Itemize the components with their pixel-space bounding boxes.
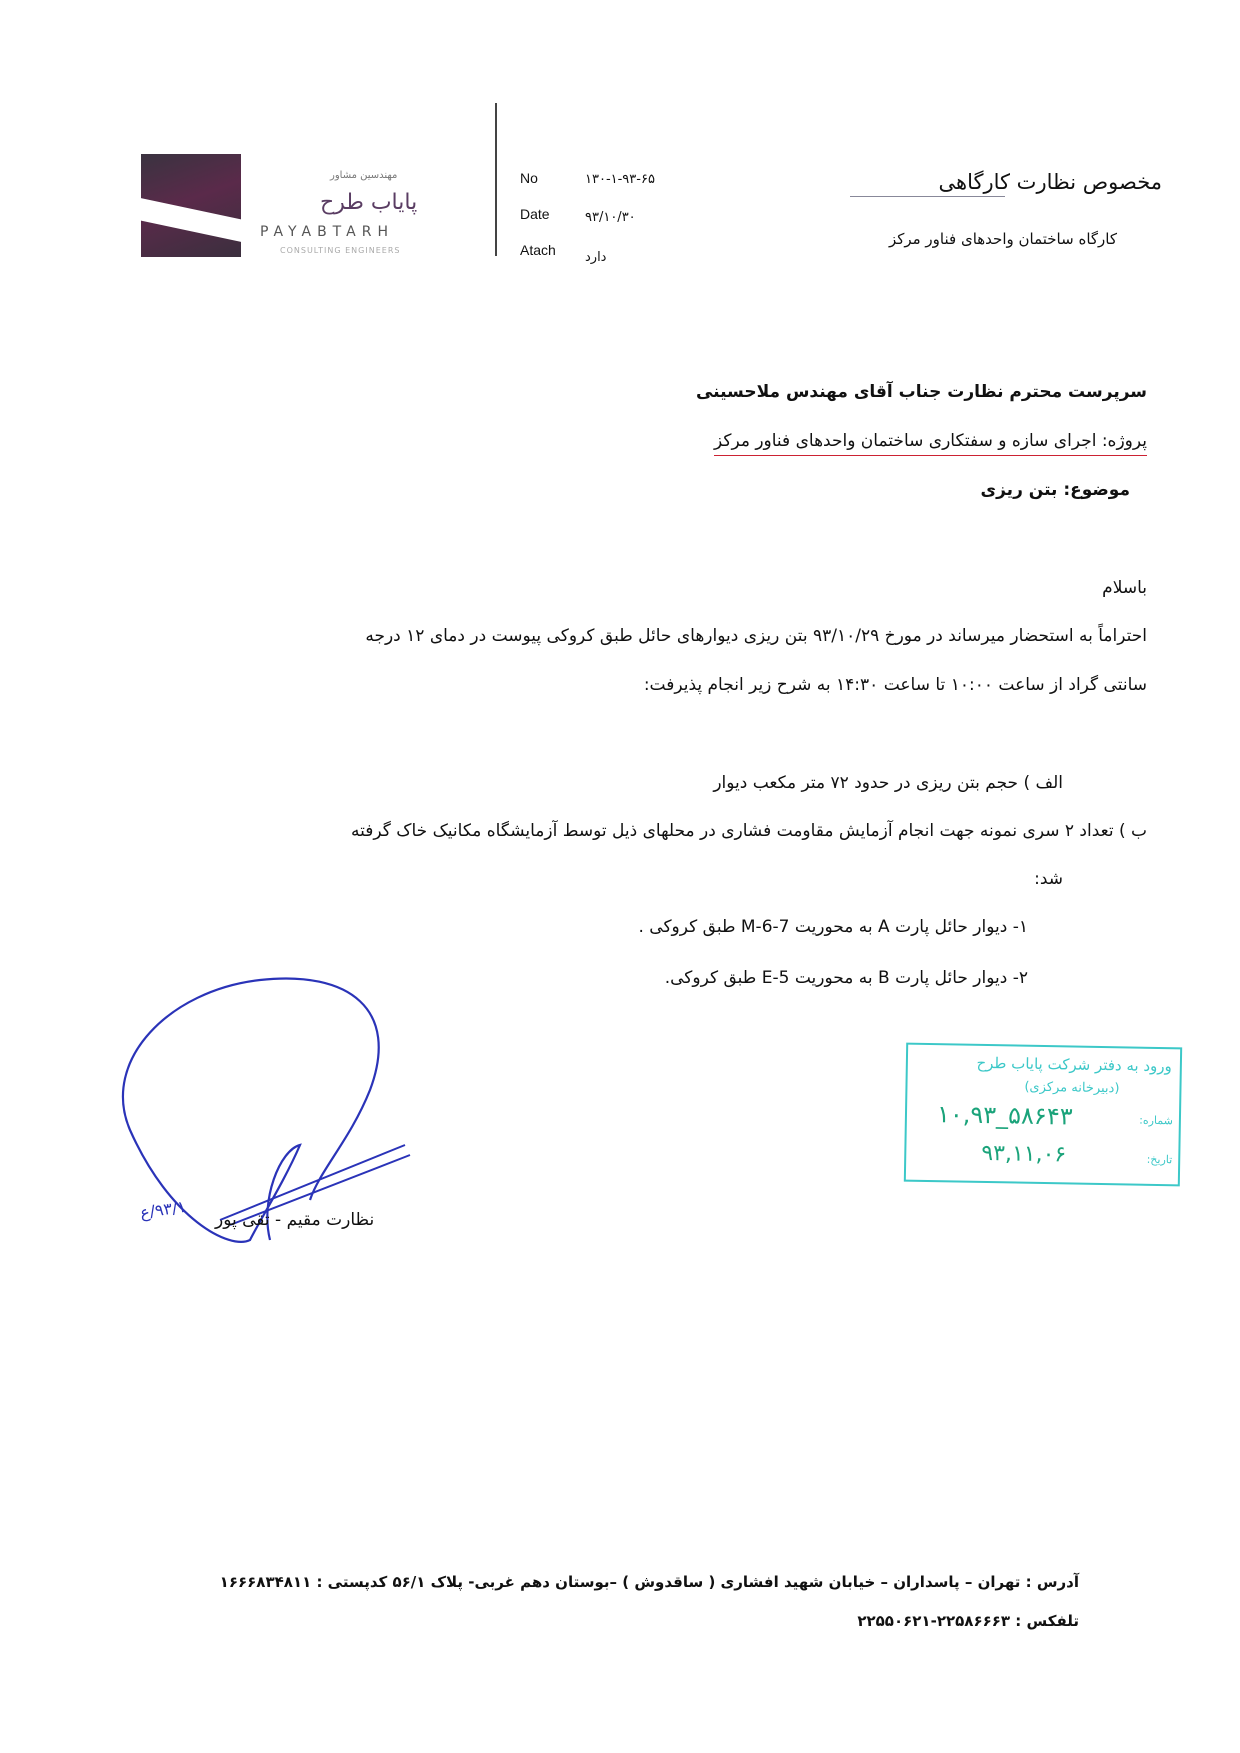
sub-item-1: ۱- دیوار حائل پارت A به محوریت M-6-7 طبق کروکی . bbox=[638, 917, 1028, 937]
logo-subtitle: مهندسین مشاور bbox=[330, 170, 398, 181]
footer-fax: تلفکس : ۲۲۵۸۶۶۶۳-۲۲۵۵۰۶۲۱ bbox=[857, 1612, 1079, 1630]
paragraph-line-2: سانتی گراد از ساعت ۱۰:۰۰ تا ساعت ۱۴:۳۰ به شرح زیر انجام پذیرفت: bbox=[643, 675, 1147, 695]
greeting: باسلام bbox=[1102, 578, 1147, 598]
addressee: سرپرست محترم نظارت جناب آقای مهندس ملاحسینی bbox=[695, 382, 1147, 402]
item-a: الف ) حجم بتن ریزی در حدود ۷۲ متر مکعب دیوار bbox=[713, 773, 1063, 793]
attach-label: Atach bbox=[520, 242, 556, 258]
logo-name-fa: پایاب طرح bbox=[320, 190, 418, 215]
footer-address: آدرس : تهران – پاسداران – خیابان شهید افشاری ( ساقدوش ) –بوستان دهم غربی- پلاک ۵۶/۱ کدپستی : ۱۶۶۶۸۳۴۸۱۱ bbox=[219, 1573, 1079, 1591]
no-label: No bbox=[520, 170, 538, 186]
logo-tagline: CONSULTING ENGINEERS bbox=[280, 246, 401, 255]
header-subtitle: کارگاه ساختمان واحدهای فناور مرکز bbox=[888, 230, 1117, 248]
header-underline bbox=[850, 196, 1005, 197]
header-title: مخصوص نظارت کارگاهی bbox=[938, 170, 1162, 194]
stamp-date: ۹۳,۱۱,۰۶ bbox=[981, 1140, 1067, 1168]
stamp-number: ۱۰,۹۳_۵۸۶۴۳ bbox=[936, 1100, 1073, 1131]
receipt-stamp bbox=[904, 1043, 1182, 1187]
sub-item-2: ۲- دیوار حائل پارت B به محوریت E-5 طبق کروکی. bbox=[664, 968, 1028, 988]
signature-date: ۹۳/۱/ع bbox=[138, 1196, 188, 1223]
attach-value: دارد bbox=[585, 250, 607, 265]
stamp-date-label: تاریخ: bbox=[1146, 1152, 1173, 1167]
stamp-line-2: (دبیرخانه مرکزی) bbox=[1024, 1079, 1120, 1097]
item-b-line-1: ب ) تعداد ۲ سری نمونه جهت انجام آزمایش مقاومت فشاری در محلهای ذیل توسط آزمایشگاه مکانیک خاک گرفته bbox=[351, 821, 1147, 841]
subject-line: موضوع: بتن ریزی bbox=[980, 480, 1130, 500]
signature-label: نظارت مقیم - تقی پور bbox=[215, 1210, 375, 1230]
paragraph-line-1: احتراماً به استحضار میرساند در مورخ ۹۳/۱۰/۲۹ بتن ریزی دیوارهای حائل طبق کروکی پیوست در دمای ۱۲ درجه bbox=[365, 626, 1147, 646]
no-value: ۱۳۰-۱-۹۳-۶۵ bbox=[585, 172, 655, 187]
item-b-line-2: شد: bbox=[1034, 869, 1063, 889]
project-line: پروژه: اجرای سازه و سفتکاری ساختمان واحدهای فناور مرکز bbox=[714, 431, 1147, 456]
stamp-number-label: شماره: bbox=[1139, 1113, 1174, 1128]
date-value: ۹۳/۱۰/۳۰ bbox=[585, 210, 636, 225]
stamp-line-1: ورود به دفتر شرکت پایاب طرح bbox=[976, 1053, 1173, 1076]
date-label: Date bbox=[520, 206, 550, 222]
logo-name-en: PAYABTARH bbox=[260, 224, 394, 240]
company-logo-mark bbox=[141, 154, 241, 257]
header-divider bbox=[495, 103, 497, 256]
